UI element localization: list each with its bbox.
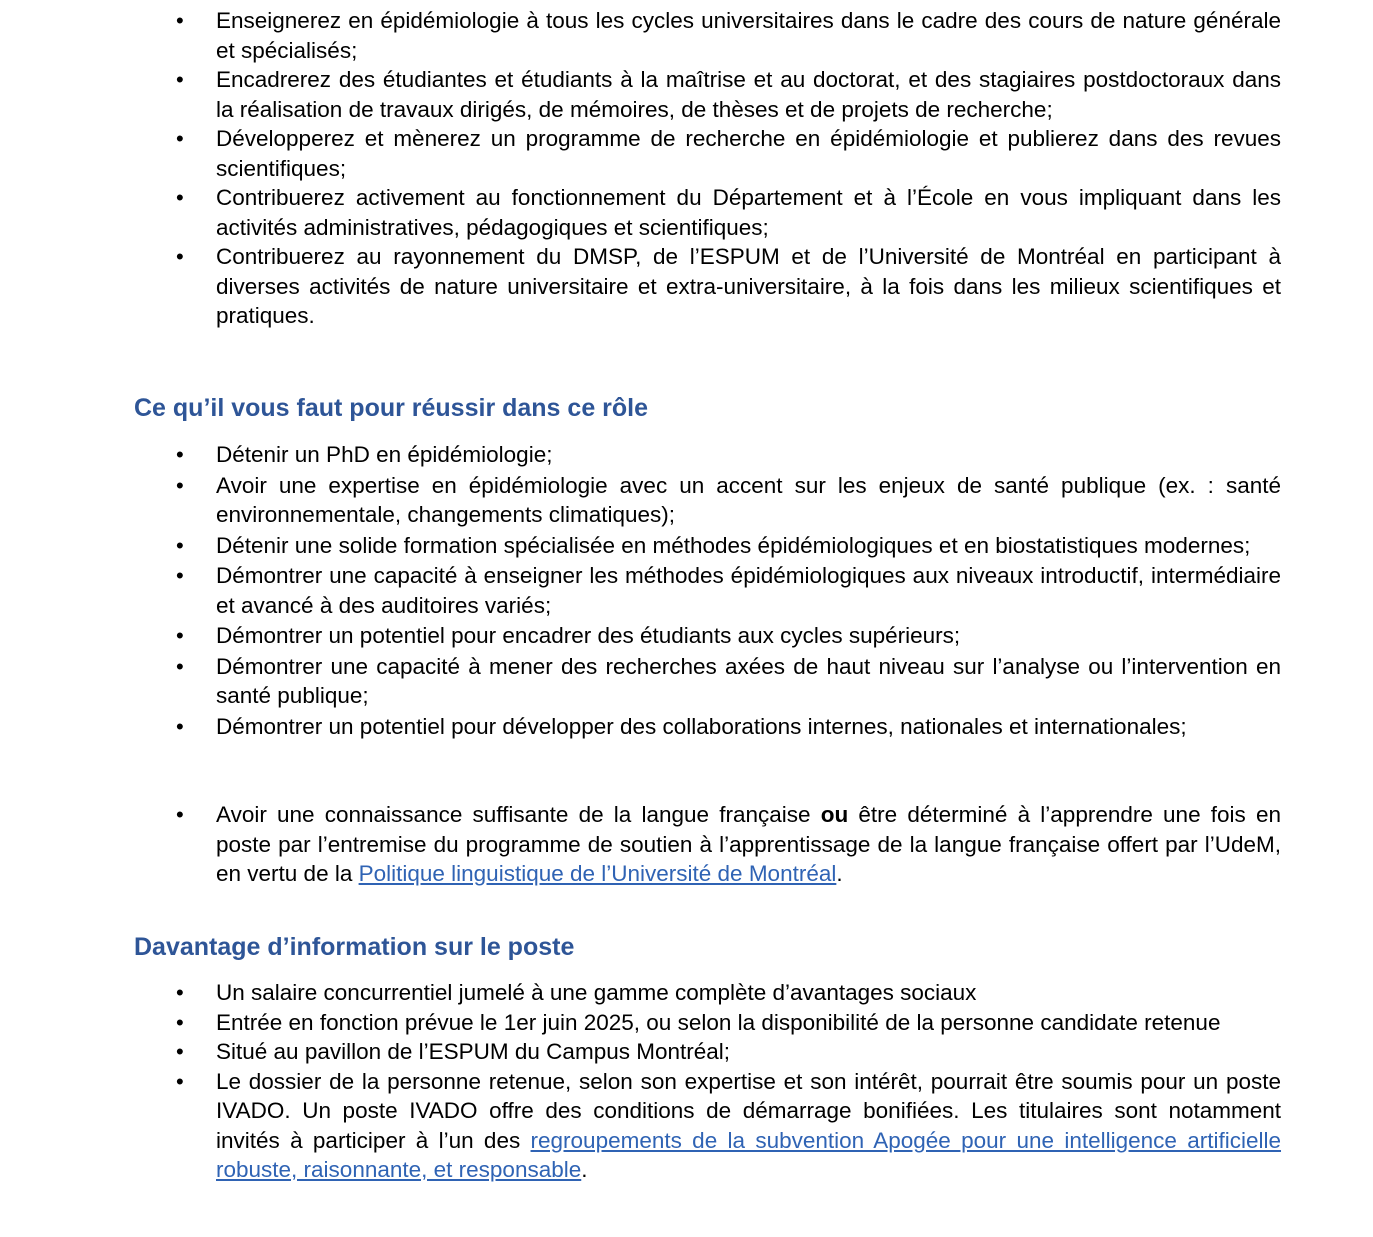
bullet-icon: •: [176, 472, 184, 498]
list-item: • Contribuerez activement au fonctionnement du Département et à l’École en vous impliquant dans les activités administratives, pédagogiques et scientifiques;: [176, 185, 1281, 240]
list-item: • Démontrer un potentiel pour développer des collaborations internes, nationales et internationales;: [0, 712, 1373, 742]
list-item: • Le dossier de la personne retenue, selon son expertise et son intérêt, pourrait être soumis pour un poste IVADO. Un poste IVADO offre des conditions de démarrage bonifiées. Les titulaires sont notamment invités à participer à l’un des regroupements de la subvention Apogée pour une intelligence artificielle robuste, raisonnante, et responsable.: [176, 1068, 1282, 1182]
list-item: • Un salaire concurrentiel jumelé à une gamme complète d’avantages sociaux: [0, 978, 1373, 1008]
bullet-icon: •: [176, 185, 184, 210]
bullet-icon: •: [176, 802, 184, 827]
bullet-icon: •: [176, 126, 184, 151]
bullet-icon: •: [176, 244, 184, 269]
bullet-icon: •: [176, 1009, 184, 1035]
bullet-icon: •: [176, 67, 184, 92]
responsibilities-list: [0, 6, 1373, 331]
bullet-icon: •: [176, 563, 184, 588]
bullet-icon: •: [176, 1068, 184, 1094]
bullet-icon: •: [176, 980, 184, 1005]
list-item: • Avoir une connaissance suffisante de la langue française ou être déterminé à l’apprendre une fois en poste par l’entremise du programme de soutien à l’apprentissage de la langue française offert par l’UdeM, en vertu de la Politique linguistique de l’Université de Montréal.: [176, 802, 1281, 886]
language-policy-link[interactable]: Politique linguistique de l’Université de Montréal: [358, 861, 837, 886]
list-item: • Développerez et mènerez un programme de recherche en épidémiologie et publierez dans des revues scientifiques;: [176, 126, 1281, 181]
list-item: • Avoir une expertise en épidémiologie avec un accent sur les enjeux de santé publique (ex. : santé environnementale, changements climatiques);: [176, 472, 1281, 527]
bullet-icon: •: [176, 653, 184, 679]
requirements-heading: Ce qu’il vous faut pour réussir dans ce rôle: [134, 394, 649, 422]
list-item: • Situé au pavillon de l’ESPUM du Campus Montréal;: [0, 1037, 1373, 1067]
bullet-icon: •: [176, 442, 184, 467]
list-item: • Démontrer un potentiel pour encadrer des étudiants aux cycles supérieurs;: [0, 621, 1373, 651]
list-item: • Détenir un PhD en épidémiologie;: [0, 440, 1373, 470]
bullet-icon: •: [176, 8, 184, 33]
list-item: • Détenir une solide formation spécialisée en méthodes épidémiologiques et en biostatistiques modernes;: [0, 531, 1373, 561]
language-requirement: [0, 800, 1373, 889]
list-item: • Enseignerez en épidémiologie à tous les cycles universitaires dans le cadre des cours de nature générale et spécialisés;: [176, 8, 1281, 63]
list-item: • Démontrer une capacité à mener des recherches axées de haut niveau sur l’analyse ou l’intervention en santé publique;: [176, 653, 1281, 708]
apogee-grant-link[interactable]: regroupements de la subvention Apogée pour une intelligence artificielle robuste, raisonnante, et responsable: [216, 1127, 1282, 1182]
emphasis-or: ou: [820, 802, 849, 827]
requirements-list: [0, 440, 1373, 741]
list-item: • Contribuerez au rayonnement du DMSP, de l’ESPUM et de l’Université de Montréal en participant à diverses activités de nature universitaire et extra-universitaire, à la fois dans les milieux scientifiques et pratiques.: [176, 244, 1281, 328]
info-heading: Davantage d’information sur le poste: [134, 933, 575, 961]
bullet-icon: •: [176, 713, 184, 739]
list-item: • Encadrerez des étudiantes et étudiants à la maîtrise et au doctorat, et des stagiaires postdoctoraux dans la réalisation de travaux dirigés, de mémoires, de thèses et de projets de recherche;: [176, 67, 1281, 122]
list-item: • Démontrer une capacité à enseigner les méthodes épidémiologiques aux niveaux introductif, intermédiaire et avancé à des auditoires variés;: [176, 563, 1281, 618]
bullet-icon: •: [176, 623, 184, 648]
bullet-icon: •: [176, 1039, 184, 1064]
bullet-icon: •: [176, 532, 184, 558]
list-item: • Entrée en fonction prévue le 1er juin 2025, ou selon la disponibilité de la personne candidate retenue: [0, 1008, 1373, 1038]
info-list: [0, 978, 1373, 1185]
